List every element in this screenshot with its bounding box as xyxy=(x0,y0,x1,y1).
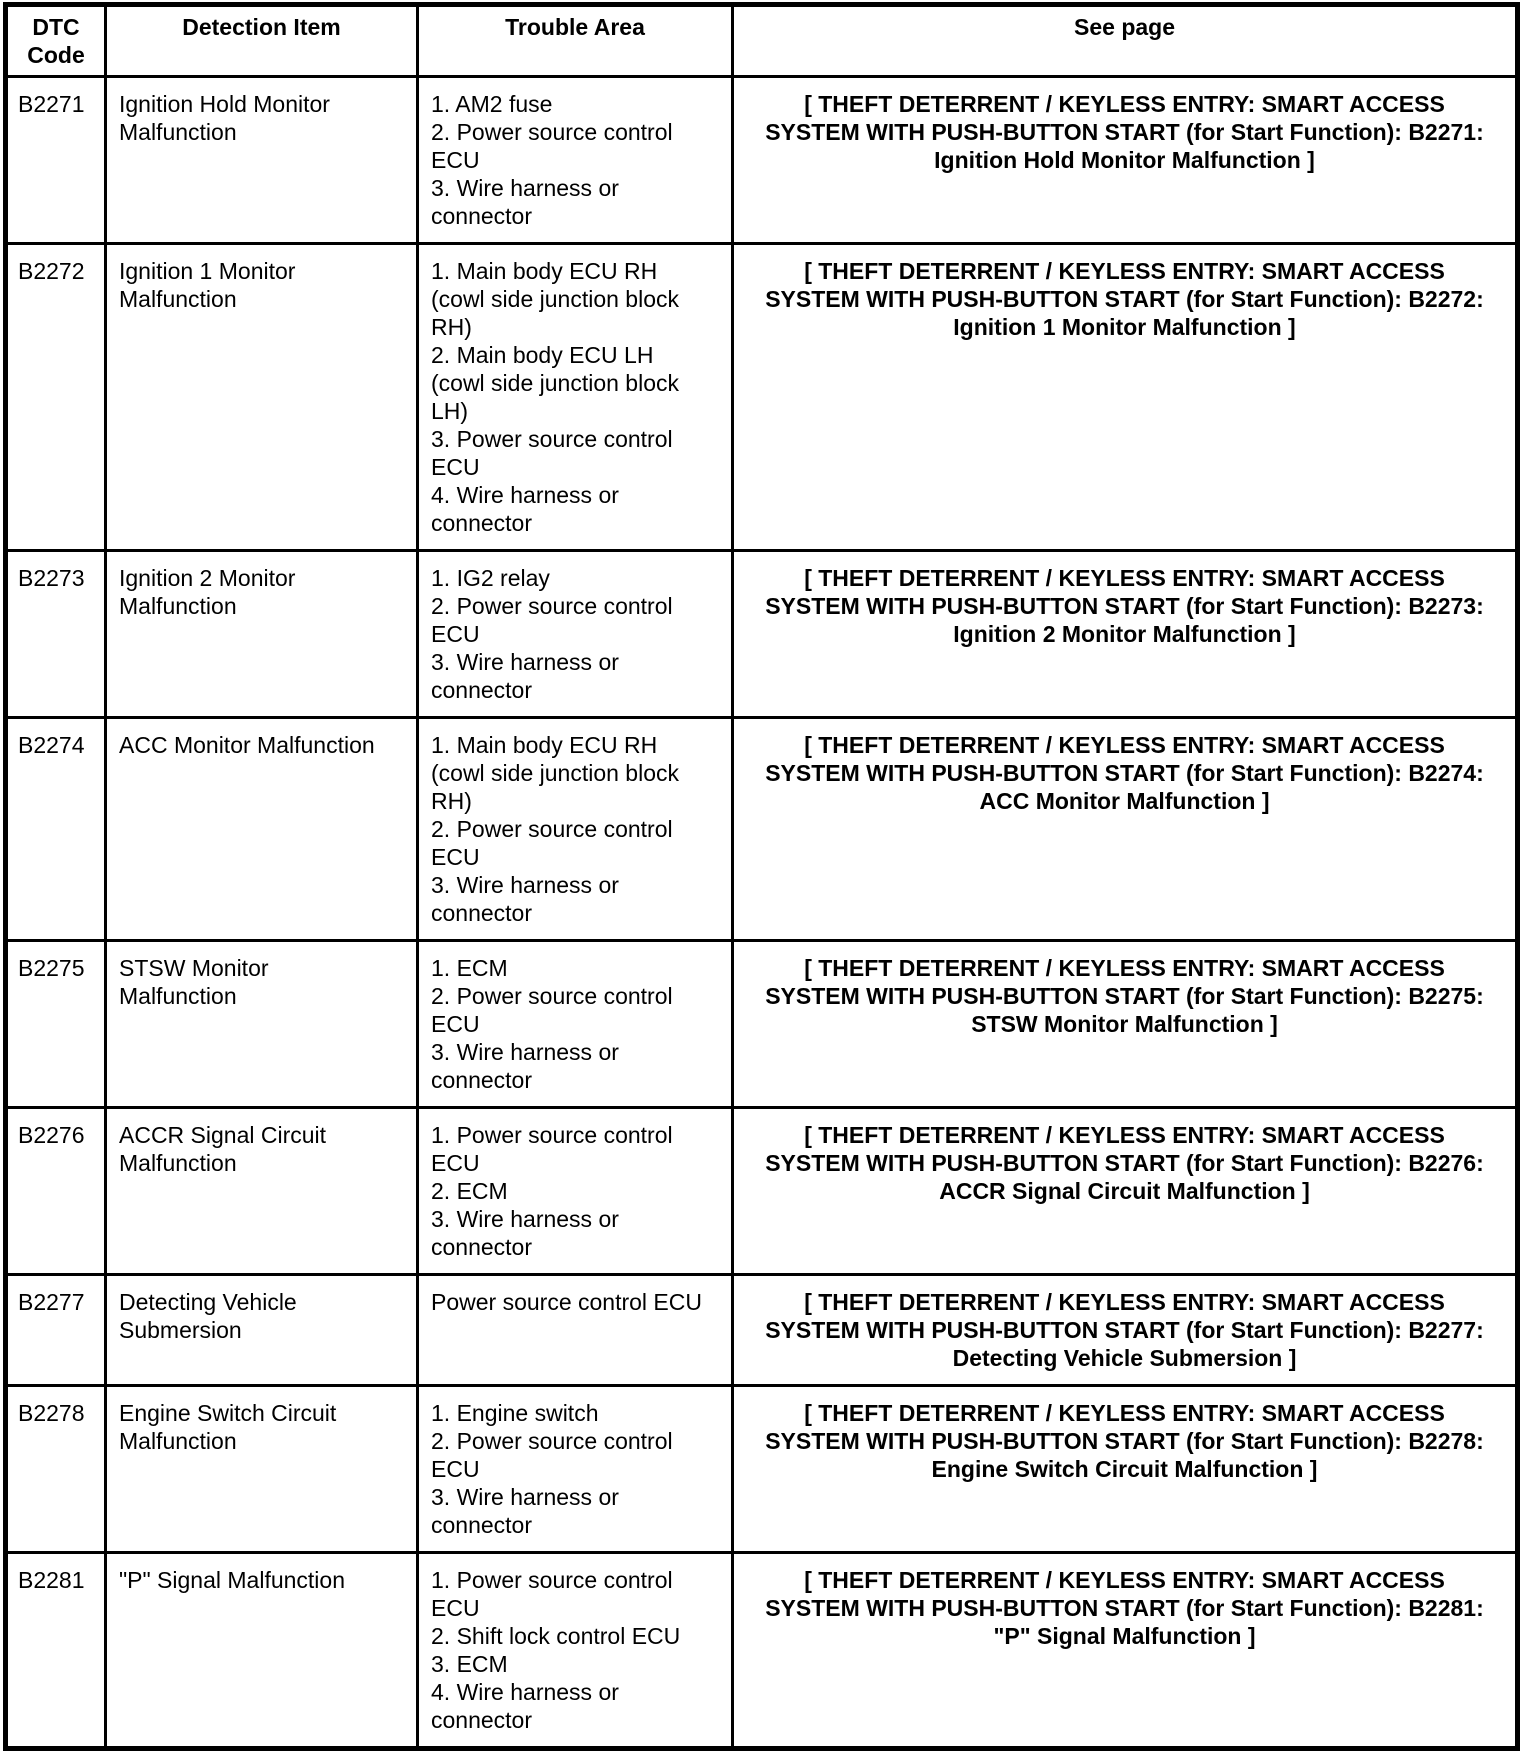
table-header xyxy=(6,5,1518,77)
see-page-cell: [ THEFT DETERRENT / KEYLESS ENTRY: SMART ACCESS SYSTEM WITH PUSH-BUTTON START (for Start Function): B2277: Detecting Vehicle Submersion ] xyxy=(733,1275,1518,1386)
trouble-area-cell xyxy=(418,1108,733,1275)
see-page-cell: [ THEFT DETERRENT / KEYLESS ENTRY: SMART ACCESS SYSTEM WITH PUSH-BUTTON START (for Start Function): B2273: Ignition 2 Monitor Malfunction ] xyxy=(733,551,1518,718)
see-page-cell: [ THEFT DETERRENT / KEYLESS ENTRY: SMART ACCESS SYSTEM WITH PUSH-BUTTON START (for Start Function): B2272: Ignition 1 Monitor Malfunction ] xyxy=(733,244,1518,551)
table-row xyxy=(6,77,1518,244)
trouble-area-item: 3. ECM xyxy=(431,1651,508,1677)
trouble-area-item: 3. Wire harness or connector xyxy=(431,872,619,926)
trouble-area-item: 2. Power source control ECU xyxy=(431,119,673,173)
dtc-code-cell: B2275 xyxy=(6,941,106,1108)
detection-item-cell: Ignition 2 Monitor Malfunction xyxy=(106,551,418,718)
trouble-area-item: 2. Power source control ECU xyxy=(431,1428,673,1482)
trouble-area-item: 1. ECM xyxy=(431,955,508,981)
table-row xyxy=(6,941,1518,1108)
dtc-code-cell: B2276 xyxy=(6,1108,106,1275)
table-row xyxy=(6,1108,1518,1275)
trouble-area-item: 3. Wire harness or connector xyxy=(431,1206,619,1260)
trouble-area-item: 4. Wire harness or connector xyxy=(431,482,619,536)
table-body xyxy=(6,77,1518,1749)
dtc-code-cell: B2281 xyxy=(6,1553,106,1749)
col-header-see-page: See page xyxy=(733,5,1518,77)
trouble-area-item: 2. Power source control ECU xyxy=(431,816,673,870)
detection-item-cell: ACC Monitor Malfunction xyxy=(106,718,418,941)
detection-item-cell: "P" Signal Malfunction xyxy=(106,1553,418,1749)
trouble-area-item: 1. Main body ECU RH (cowl side junction block RH) xyxy=(431,258,680,340)
trouble-area-item: 3. Wire harness or connector xyxy=(431,1484,619,1538)
see-page-cell: [ THEFT DETERRENT / KEYLESS ENTRY: SMART ACCESS SYSTEM WITH PUSH-BUTTON START (for Start Function): B2281: "P" Signal Malfunction ] xyxy=(733,1553,1518,1749)
dtc-code-cell: B2271 xyxy=(6,77,106,244)
table-row xyxy=(6,1275,1518,1386)
detection-item-cell: Engine Switch Circuit Malfunction xyxy=(106,1386,418,1553)
dtc-code-table xyxy=(3,2,1520,1751)
trouble-area-item: 1. Main body ECU RH (cowl side junction block RH) xyxy=(431,732,680,814)
detection-item-cell: Ignition 1 Monitor Malfunction xyxy=(106,244,418,551)
trouble-area-item: 2. Power source control ECU xyxy=(431,983,673,1037)
trouble-area-item: 1. AM2 fuse xyxy=(431,91,553,117)
see-page-cell: [ THEFT DETERRENT / KEYLESS ENTRY: SMART ACCESS SYSTEM WITH PUSH-BUTTON START (for Start Function): B2276: ACCR Signal Circuit Malfunction ] xyxy=(733,1108,1518,1275)
table-row xyxy=(6,718,1518,941)
col-header-detection-item: Detection Item xyxy=(106,5,418,77)
header-row xyxy=(6,5,1518,77)
trouble-area-item: 4. Wire harness or connector xyxy=(431,1679,619,1733)
trouble-area-cell xyxy=(418,1275,733,1386)
detection-item-cell: Detecting Vehicle Submersion xyxy=(106,1275,418,1386)
detection-item-cell: STSW Monitor Malfunction xyxy=(106,941,418,1108)
table-row xyxy=(6,244,1518,551)
trouble-area-item: 1. Engine switch xyxy=(431,1400,599,1426)
trouble-area-cell xyxy=(418,941,733,1108)
table-row xyxy=(6,551,1518,718)
dtc-code-cell: B2273 xyxy=(6,551,106,718)
see-page-cell: [ THEFT DETERRENT / KEYLESS ENTRY: SMART ACCESS SYSTEM WITH PUSH-BUTTON START (for Start Function): B2271: Ignition Hold Monitor Malfunction ] xyxy=(733,77,1518,244)
dtc-code-cell: B2272 xyxy=(6,244,106,551)
dtc-code-cell: B2278 xyxy=(6,1386,106,1553)
table-row xyxy=(6,1386,1518,1553)
trouble-area-item: 3. Power source control ECU xyxy=(431,426,673,480)
trouble-area-item: 3. Wire harness or connector xyxy=(431,649,619,703)
col-header-trouble-area: Trouble Area xyxy=(418,5,733,77)
trouble-area-item: 2. Main body ECU LH (cowl side junction block LH) xyxy=(431,342,680,424)
trouble-area-item: 1. Power source control ECU xyxy=(431,1567,673,1621)
dtc-code-cell: B2274 xyxy=(6,718,106,941)
trouble-area-cell xyxy=(418,77,733,244)
trouble-area-item: 3. Wire harness or connector xyxy=(431,175,619,229)
see-page-cell: [ THEFT DETERRENT / KEYLESS ENTRY: SMART ACCESS SYSTEM WITH PUSH-BUTTON START (for Start Function): B2278: Engine Switch Circuit Malfunction ] xyxy=(733,1386,1518,1553)
trouble-area-item: 3. Wire harness or connector xyxy=(431,1039,619,1093)
trouble-area-cell xyxy=(418,1386,733,1553)
trouble-area-item: 2. Shift lock control ECU xyxy=(431,1623,681,1649)
table-row xyxy=(6,1553,1518,1749)
trouble-area-item: 1. Power source control ECU xyxy=(431,1122,673,1176)
trouble-area-item: Power source control ECU xyxy=(431,1289,702,1315)
see-page-cell: [ THEFT DETERRENT / KEYLESS ENTRY: SMART ACCESS SYSTEM WITH PUSH-BUTTON START (for Start Function): B2275: STSW Monitor Malfunction ] xyxy=(733,941,1518,1108)
detection-item-cell: Ignition Hold Monitor Malfunction xyxy=(106,77,418,244)
dtc-code-cell: B2277 xyxy=(6,1275,106,1386)
trouble-area-cell xyxy=(418,551,733,718)
trouble-area-cell xyxy=(418,718,733,941)
trouble-area-cell xyxy=(418,1553,733,1749)
trouble-area-item: 1. IG2 relay xyxy=(431,565,550,591)
see-page-cell: [ THEFT DETERRENT / KEYLESS ENTRY: SMART ACCESS SYSTEM WITH PUSH-BUTTON START (for Start Function): B2274: ACC Monitor Malfunction ] xyxy=(733,718,1518,941)
detection-item-cell: ACCR Signal Circuit Malfunction xyxy=(106,1108,418,1275)
trouble-area-item: 2. Power source control ECU xyxy=(431,593,673,647)
trouble-area-item: 2. ECM xyxy=(431,1178,508,1204)
trouble-area-cell xyxy=(418,244,733,551)
col-header-dtc-code: DTC Code xyxy=(6,5,106,77)
